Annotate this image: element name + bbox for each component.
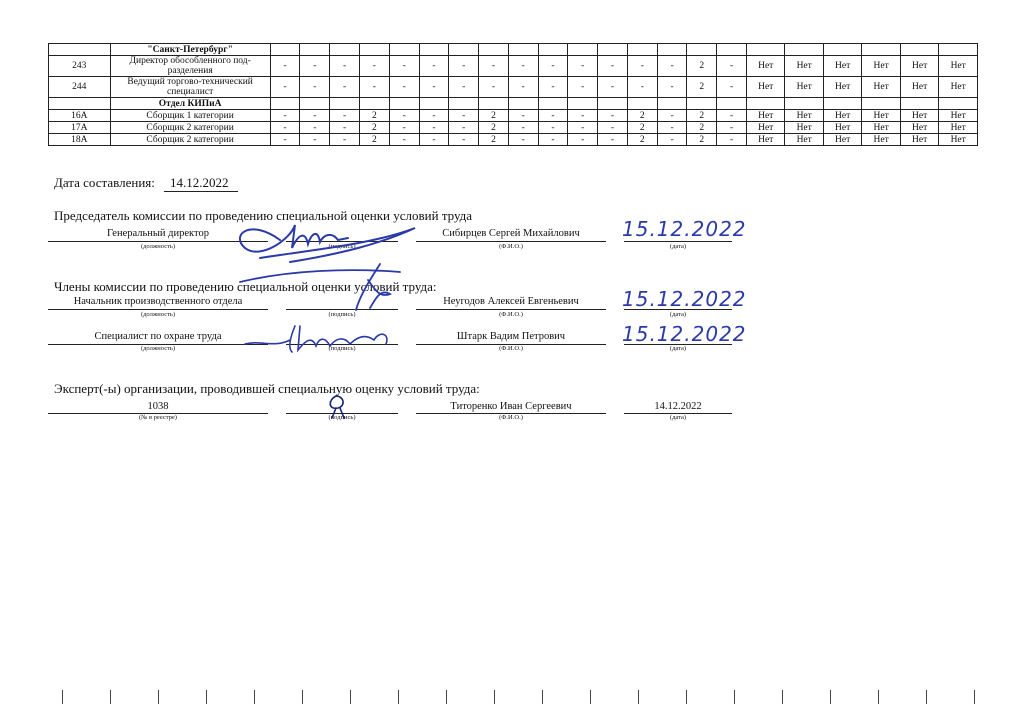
value-cell: - xyxy=(508,56,538,77)
expert-heading: Эксперт(-ы) организации, проводившей специальную оценку условий труда: xyxy=(54,381,480,396)
value-cell: 2 xyxy=(360,134,390,146)
value-cell: - xyxy=(389,77,419,98)
value-cell: - xyxy=(657,122,687,134)
table-row xyxy=(49,134,978,146)
edge-mark xyxy=(494,690,495,704)
position-cell: Сборщик 2 категории xyxy=(110,122,270,134)
member-2-signature-caption: (подпись) xyxy=(328,345,356,352)
value-cell: Нет xyxy=(823,110,861,122)
edge-mark xyxy=(686,690,687,704)
empty-cell xyxy=(419,44,449,56)
expert-signature xyxy=(318,392,358,422)
empty-cell xyxy=(785,98,823,110)
compiled-label: Дата составления: xyxy=(54,175,155,190)
empty-cell xyxy=(598,98,628,110)
empty-cell xyxy=(449,98,479,110)
value-cell: - xyxy=(568,110,598,122)
value-cell: Нет xyxy=(785,56,823,77)
member-2-signature xyxy=(240,318,410,358)
value-cell: Нет xyxy=(862,56,900,77)
value-cell: Нет xyxy=(746,122,784,134)
value-cell: Нет xyxy=(823,122,861,134)
edge-mark xyxy=(254,690,255,704)
members-heading: Члены комиссии по проведению специальной оценки условий труда: xyxy=(54,279,437,294)
value-cell: - xyxy=(270,56,300,77)
edge-mark xyxy=(782,690,783,704)
assessment-table xyxy=(48,43,978,146)
value-cell: - xyxy=(419,122,449,134)
value-cell: - xyxy=(508,77,538,98)
value-cell: Нет xyxy=(785,122,823,134)
value-cell: - xyxy=(568,122,598,134)
value-cell: - xyxy=(360,77,390,98)
value-cell: Нет xyxy=(862,77,900,98)
row-number: 17А xyxy=(49,122,111,134)
value-cell: - xyxy=(300,56,330,77)
edge-mark xyxy=(926,690,927,704)
value-cell: Нет xyxy=(900,56,938,77)
empty-cell xyxy=(627,44,657,56)
value-cell: - xyxy=(300,122,330,134)
member-2-date-caption: (дата) xyxy=(669,345,687,352)
value-cell: - xyxy=(330,56,360,77)
empty-cell xyxy=(746,98,784,110)
value-cell: - xyxy=(717,122,747,134)
member-1-signature xyxy=(230,260,420,320)
value-cell: - xyxy=(717,77,747,98)
position-cell: Сборщик 1 категории xyxy=(110,110,270,122)
member-1-name: Неугодов Алексей Евгеньевич xyxy=(443,296,579,307)
value-cell: Нет xyxy=(823,134,861,146)
value-cell: Нет xyxy=(785,77,823,98)
value-cell: Нет xyxy=(939,134,978,146)
expert-name: Титоренко Иван Сергеевич xyxy=(450,401,572,412)
edge-mark xyxy=(974,690,975,704)
value-cell: - xyxy=(449,77,479,98)
empty-cell xyxy=(785,44,823,56)
value-cell: Нет xyxy=(746,77,784,98)
value-cell: - xyxy=(479,77,509,98)
empty-cell xyxy=(330,98,360,110)
value-cell: - xyxy=(389,134,419,146)
edge-mark xyxy=(398,690,399,704)
empty-cell xyxy=(568,98,598,110)
chairman-position-caption: (должность) xyxy=(140,243,176,250)
section-row xyxy=(49,44,978,56)
value-cell: Нет xyxy=(862,122,900,134)
chairman-fio-caption: (Ф.И.О.) xyxy=(499,243,523,250)
value-cell: - xyxy=(598,110,628,122)
compiled-date: 14.12.2022 xyxy=(170,175,229,190)
value-cell: - xyxy=(538,56,568,77)
member-1-position: Начальник производственного отдела xyxy=(73,296,243,307)
section-title: Отдел КИПиА xyxy=(110,98,270,110)
chairman-signature-caption: (подпись) xyxy=(328,243,356,250)
empty-cell xyxy=(508,44,538,56)
edge-mark xyxy=(542,690,543,704)
edge-mark xyxy=(62,690,63,704)
empty-cell xyxy=(270,98,300,110)
value-cell: - xyxy=(657,110,687,122)
value-cell: 2 xyxy=(687,134,717,146)
edge-mark xyxy=(350,690,351,704)
value-cell: - xyxy=(270,134,300,146)
empty-cell xyxy=(270,44,300,56)
value-cell: - xyxy=(300,134,330,146)
empty-cell xyxy=(900,98,938,110)
empty-cell xyxy=(538,44,568,56)
value-cell: - xyxy=(419,77,449,98)
value-cell: - xyxy=(508,134,538,146)
value-cell: - xyxy=(300,77,330,98)
value-cell: - xyxy=(657,134,687,146)
value-cell: - xyxy=(330,110,360,122)
value-cell: - xyxy=(389,110,419,122)
value-cell: - xyxy=(598,134,628,146)
member-1-handwritten-date: 15.12.2022 xyxy=(622,287,747,311)
value-cell: Нет xyxy=(746,134,784,146)
value-cell: - xyxy=(598,77,628,98)
member-2-position-caption: (должность) xyxy=(140,345,176,352)
value-cell: - xyxy=(419,110,449,122)
value-cell: - xyxy=(717,56,747,77)
member-1-fio-caption: (Ф.И.О.) xyxy=(499,311,523,318)
empty-cell xyxy=(49,44,111,56)
value-cell: - xyxy=(449,122,479,134)
value-cell: Нет xyxy=(785,110,823,122)
value-cell: Нет xyxy=(823,56,861,77)
edge-mark xyxy=(878,690,879,704)
empty-cell xyxy=(823,44,861,56)
position-cell: Ведущий торгово-технический специалист xyxy=(110,77,270,98)
value-cell: - xyxy=(360,56,390,77)
value-cell: - xyxy=(568,77,598,98)
edge-mark xyxy=(638,690,639,704)
member-2-position: Специалист по охране труда xyxy=(94,331,222,342)
value-cell: - xyxy=(598,56,628,77)
edge-mark xyxy=(158,690,159,704)
member-1-signature-caption: (подпись) xyxy=(328,311,356,318)
value-cell: 2 xyxy=(687,56,717,77)
edge-mark xyxy=(446,690,447,704)
value-cell: - xyxy=(568,56,598,77)
value-cell: Нет xyxy=(900,134,938,146)
value-cell: - xyxy=(419,56,449,77)
row-number: 244 xyxy=(49,77,111,98)
value-cell: - xyxy=(627,77,657,98)
value-cell: - xyxy=(270,110,300,122)
value-cell: - xyxy=(508,122,538,134)
value-cell: - xyxy=(627,56,657,77)
empty-cell xyxy=(657,98,687,110)
chairman-position: Генеральный директор xyxy=(107,228,209,239)
empty-cell xyxy=(657,44,687,56)
scan-edge-marks xyxy=(0,690,1024,710)
row-number: 18А xyxy=(49,134,111,146)
value-cell: - xyxy=(717,134,747,146)
position-cell: Директор обособленного под-разделения xyxy=(110,56,270,77)
empty-cell xyxy=(939,98,978,110)
value-cell: Нет xyxy=(939,122,978,134)
member-2-handwritten-date: 15.12.2022 xyxy=(622,322,747,346)
value-cell: 2 xyxy=(479,134,509,146)
value-cell: - xyxy=(270,77,300,98)
value-cell: 2 xyxy=(479,110,509,122)
value-cell: - xyxy=(419,134,449,146)
empty-cell xyxy=(862,44,900,56)
chairman-name: Сибирцев Сергей Михайлович xyxy=(442,228,580,239)
edge-mark xyxy=(830,690,831,704)
value-cell: Нет xyxy=(785,134,823,146)
value-cell: - xyxy=(598,122,628,134)
value-cell: - xyxy=(568,134,598,146)
member-2-fio-caption: (Ф.И.О.) xyxy=(499,345,523,352)
table-row xyxy=(49,110,978,122)
empty-cell xyxy=(746,44,784,56)
value-cell: Нет xyxy=(900,110,938,122)
section-row xyxy=(49,98,978,110)
value-cell: Нет xyxy=(939,56,978,77)
empty-cell xyxy=(538,98,568,110)
value-cell: Нет xyxy=(746,56,784,77)
empty-cell xyxy=(900,44,938,56)
empty-cell xyxy=(627,98,657,110)
value-cell: - xyxy=(389,122,419,134)
empty-cell xyxy=(300,44,330,56)
value-cell: - xyxy=(300,110,330,122)
row-number: 243 xyxy=(49,56,111,77)
value-cell: - xyxy=(270,122,300,134)
empty-cell xyxy=(717,44,747,56)
member-1-date-caption: (дата) xyxy=(669,311,687,318)
value-cell: 2 xyxy=(687,122,717,134)
value-cell: - xyxy=(449,56,479,77)
table-row xyxy=(49,56,978,77)
value-cell: Нет xyxy=(900,77,938,98)
empty-cell xyxy=(687,98,717,110)
empty-cell xyxy=(449,44,479,56)
value-cell: - xyxy=(657,77,687,98)
empty-cell xyxy=(862,98,900,110)
compiled-date-line xyxy=(164,191,238,192)
empty-cell xyxy=(479,44,509,56)
value-cell: 2 xyxy=(360,122,390,134)
value-cell: Нет xyxy=(939,110,978,122)
empty-cell xyxy=(939,44,978,56)
value-cell: - xyxy=(330,122,360,134)
value-cell: Нет xyxy=(862,134,900,146)
expert-fio-caption: (Ф.И.О.) xyxy=(499,414,523,421)
value-cell: - xyxy=(657,56,687,77)
value-cell: - xyxy=(479,56,509,77)
chairman-heading: Председатель комиссии по проведению специальной оценки условий труда xyxy=(54,208,473,223)
chairman-date-caption: (дата) xyxy=(669,243,687,250)
value-cell: 2 xyxy=(627,122,657,134)
edge-mark xyxy=(206,690,207,704)
expert-signature-caption: (подпись) xyxy=(328,414,356,421)
value-cell: 2 xyxy=(627,110,657,122)
empty-cell xyxy=(360,44,390,56)
expert-date: 14.12.2022 xyxy=(654,401,702,412)
value-cell: - xyxy=(538,134,568,146)
empty-cell xyxy=(568,44,598,56)
empty-cell xyxy=(823,98,861,110)
expert-date-caption: (дата) xyxy=(669,414,687,421)
edge-mark xyxy=(110,690,111,704)
position-cell: Сборщик 2 категории xyxy=(110,134,270,146)
value-cell: - xyxy=(538,110,568,122)
value-cell: - xyxy=(449,110,479,122)
value-cell: - xyxy=(330,134,360,146)
empty-cell xyxy=(717,98,747,110)
empty-cell xyxy=(508,98,538,110)
empty-cell xyxy=(389,98,419,110)
value-cell: - xyxy=(538,77,568,98)
edge-mark xyxy=(302,690,303,704)
expert-registry-caption: (№ в реестре) xyxy=(139,414,177,421)
value-cell: - xyxy=(389,56,419,77)
value-cell: Нет xyxy=(939,77,978,98)
value-cell: 2 xyxy=(687,110,717,122)
member-2-name: Штарк Вадим Петрович xyxy=(456,331,566,342)
value-cell: 2 xyxy=(687,77,717,98)
value-cell: - xyxy=(538,122,568,134)
value-cell: 2 xyxy=(360,110,390,122)
value-cell: - xyxy=(330,77,360,98)
empty-cell xyxy=(49,98,111,110)
value-cell: 2 xyxy=(479,122,509,134)
edge-mark xyxy=(734,690,735,704)
value-cell: Нет xyxy=(862,110,900,122)
value-cell: Нет xyxy=(746,110,784,122)
value-cell: Нет xyxy=(823,77,861,98)
value-cell: 2 xyxy=(627,134,657,146)
empty-cell xyxy=(598,44,628,56)
member-1-position-caption: (должность) xyxy=(140,311,176,318)
value-cell: - xyxy=(449,134,479,146)
value-cell: - xyxy=(717,110,747,122)
table-row xyxy=(49,77,978,98)
empty-cell xyxy=(479,98,509,110)
row-number: 16А xyxy=(49,110,111,122)
empty-cell xyxy=(330,44,360,56)
expert-registry-number: 1038 xyxy=(147,401,169,412)
value-cell: Нет xyxy=(900,122,938,134)
empty-cell xyxy=(687,44,717,56)
edge-mark xyxy=(590,690,591,704)
value-cell: - xyxy=(508,110,538,122)
empty-cell xyxy=(360,98,390,110)
empty-cell xyxy=(419,98,449,110)
table-row xyxy=(49,122,978,134)
empty-cell xyxy=(389,44,419,56)
section-title: "Санкт-Петербург" xyxy=(110,44,270,56)
empty-cell xyxy=(300,98,330,110)
chairman-handwritten-date: 15.12.2022 xyxy=(622,217,747,241)
